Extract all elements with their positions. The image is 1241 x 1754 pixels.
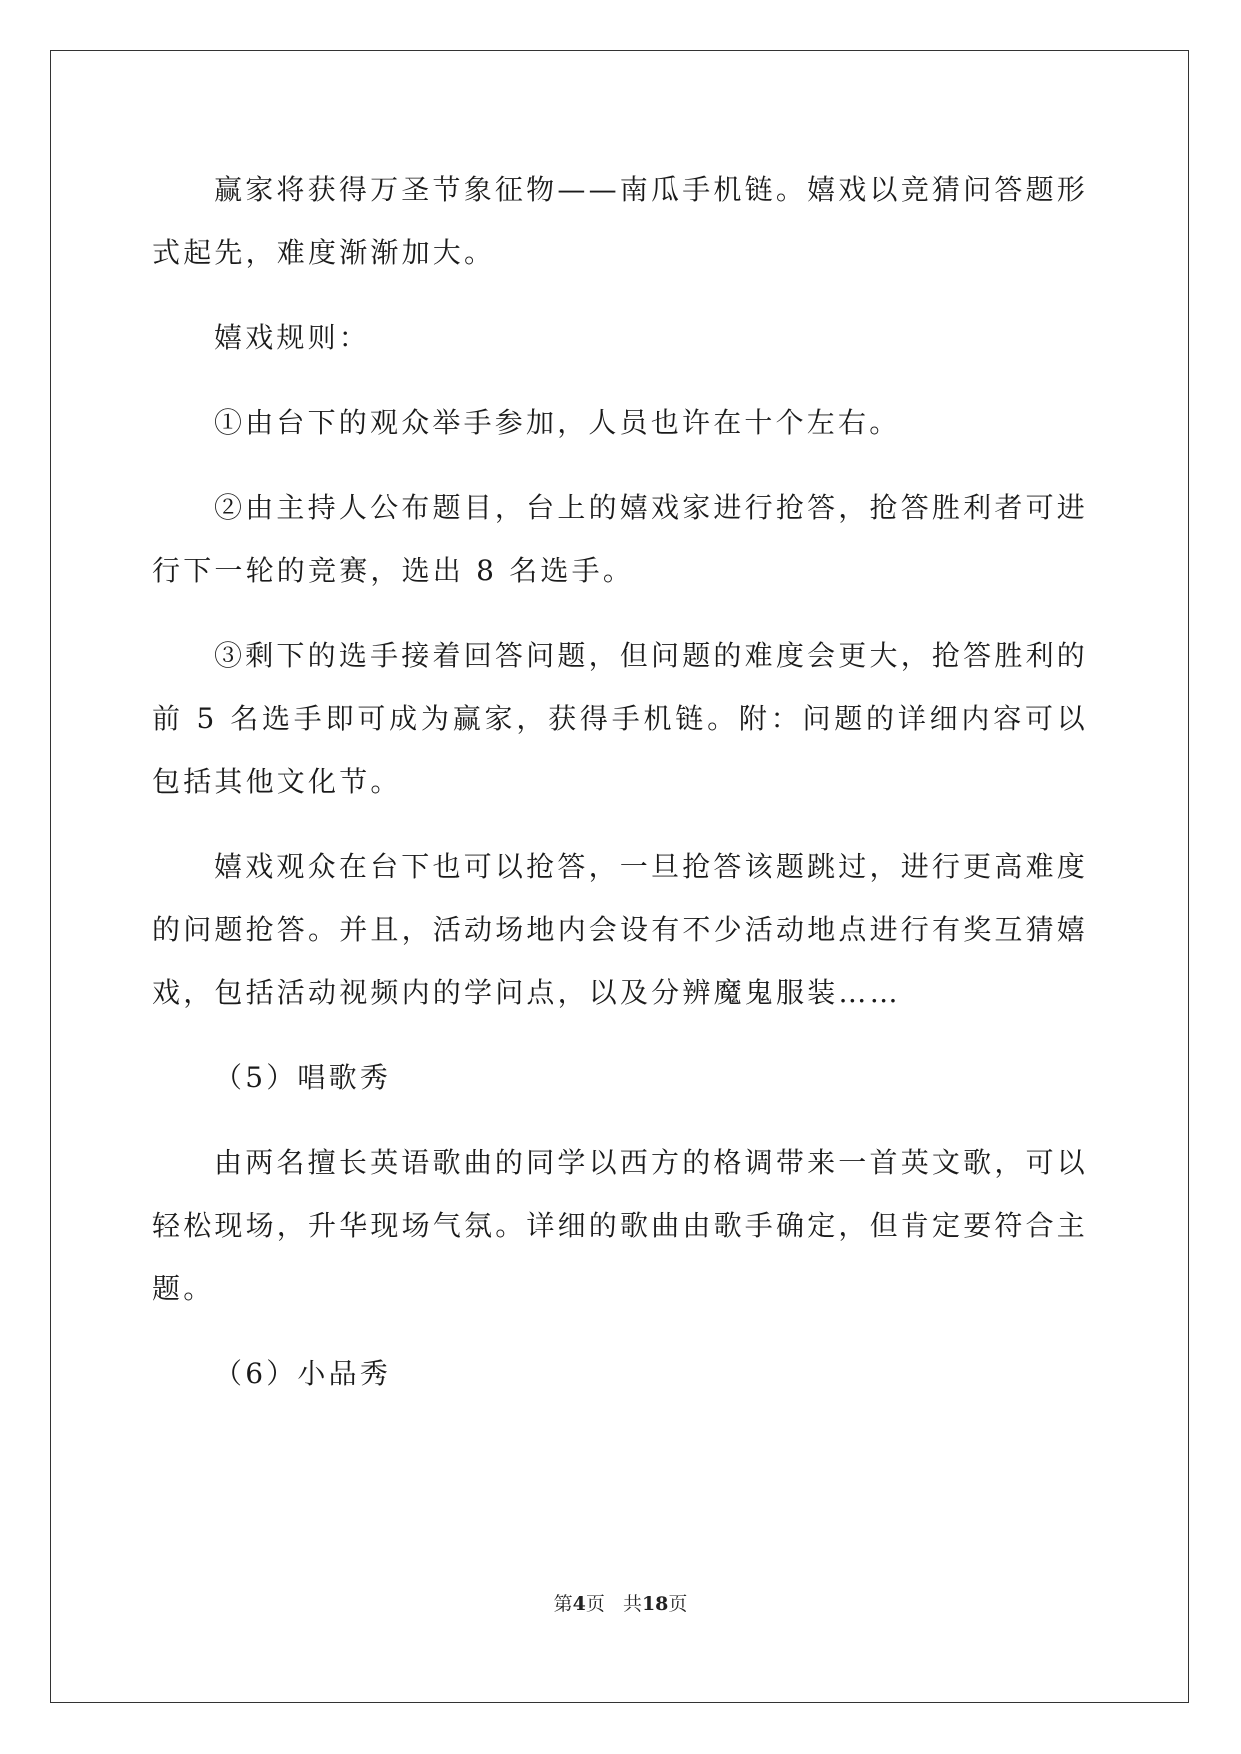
footer-page-current: 4 — [572, 1593, 586, 1615]
paragraph-rule-1: ①由台下的观众举手参加，人员也许在十个左右。 — [214, 406, 901, 439]
footer-suffix: 页 — [668, 1593, 688, 1615]
section-heading-singing: （5）唱歌秀 — [214, 1061, 392, 1094]
section-heading-skit: （6）小品秀 — [214, 1357, 392, 1390]
paragraph-singing: 由两名擅长英语歌曲的同学以西方的格调带来一首英文歌，可以轻松现场，升华现场气氛。详细的歌曲由歌手确定，但肯定要符合主题。 — [152, 1146, 1089, 1305]
footer-mid: 页 共 — [585, 1593, 642, 1615]
paragraph-prize: 赢家将获得万圣节象征物——南瓜手机链。嬉戏以竞猜问答题形式起先，难度渐渐加大。 — [152, 173, 1088, 269]
footer-prefix: 第 — [553, 1593, 573, 1615]
paragraph-audience: 嬉戏观众在台下也可以抢答，一旦抢答该题跳过，进行更高难度的问题抢答。并且，活动场地内会设有不少活动地点进行有奖互猜嬉戏，包括活动视频内的学问点，以及分辨魔鬼服装…… — [152, 850, 1089, 1009]
page-footer — [0, 1589, 1241, 1616]
paragraph-rules-heading: 嬉戏规则： — [214, 321, 371, 354]
footer-page-total: 18 — [641, 1593, 669, 1615]
paragraph-rule-3: ③剩下的选手接着回答问题，但问题的难度会更大，抢答胜利的前 5 名选手即可成为赢家，获得手机链。附：问题的详细内容可以包括其他文化节。 — [152, 639, 1088, 798]
paragraph-rule-2: ②由主持人公布题目，台上的嬉戏家进行抢答，抢答胜利者可进行下一轮的竞赛，选出 8 名选手。 — [152, 491, 1088, 587]
document-body — [152, 158, 1088, 1405]
